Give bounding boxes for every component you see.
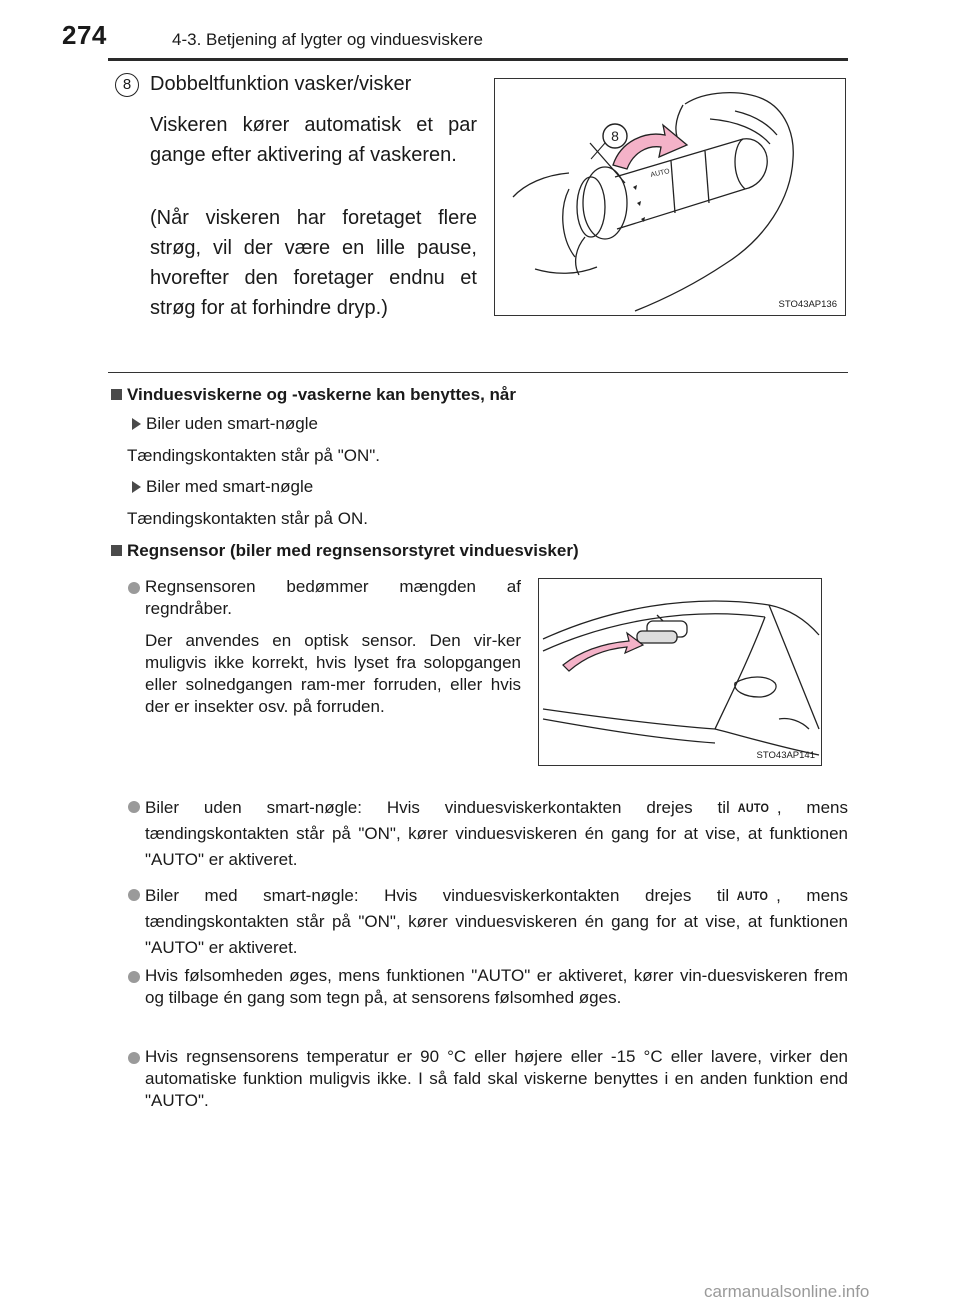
temperature-paragraph: Hvis regnsensorens temperatur er 90 °C eller højere eller -15 °C eller lavere, virker den automatiske funktion muligvis ikke. I så fald skal viskerne benyttes i en anden funktion end "AUTO". — [145, 1047, 848, 1110]
figure-code: STO43AP141 — [756, 750, 815, 761]
rain-sensor-description: Regnsensoren bedømmer mængden af regndråber. — [145, 577, 521, 618]
triangle-bullet-icon — [132, 481, 141, 493]
watermark: carmanualsonline.info — [704, 1282, 870, 1301]
wiper-lever-figure — [494, 78, 846, 316]
operate-item-text: Tændingskontakten står på "ON". — [127, 446, 381, 465]
header-rule — [108, 58, 848, 61]
round-bullet-icon — [128, 889, 140, 901]
operate-item-label: Biler uden smart-nøgle — [146, 414, 318, 433]
section-title: 4-3. Betjening af lygter og vinduesviskere — [172, 30, 483, 49]
paragraph-text: Biler med smart-nøgle: Hvis vinduesviskerkontakten drejes til — [145, 886, 730, 905]
windshield-sensor-figure — [538, 578, 822, 766]
step-title: Dobbeltfunktion vasker/visker — [150, 73, 412, 95]
windshield-illustration — [539, 579, 823, 767]
callout-number: 8 — [611, 128, 619, 144]
rain-sensor-note: Der anvendes en optisk sensor. Den vir-ker muligvis ikke korrekt, hvis lyset fra solopgangen eller solnedgangen ram-mer forruden, eller hvis der er insekter osv. på forruden. — [145, 631, 521, 716]
square-bullet-icon — [111, 389, 122, 400]
section-divider — [108, 372, 848, 373]
rain-sensor-heading: Regnsensor (biler med regnsensorstyret vinduesvisker) — [127, 541, 579, 560]
paragraph-text: , mens tændingskontakten står på "ON", kører vinduesviskeren én gang for at vise, at funktionen "AUTO" er aktiveret. — [145, 798, 848, 869]
figure-code: STO43AP136 — [778, 299, 837, 310]
operate-item-text: Tændingskontakten står på ON. — [127, 509, 368, 528]
step-description: Viskeren kører automatisk et par gange efter aktivering af vaskeren. — [150, 114, 477, 166]
auto-symbol: AUTO — [737, 801, 770, 815]
operate-heading: Vinduesviskerne og -vaskerne kan benyttes, når — [127, 385, 516, 404]
wiper-lever-illustration — [495, 79, 847, 317]
triangle-bullet-icon — [132, 418, 141, 430]
round-bullet-icon — [128, 801, 140, 813]
operate-item-label: Biler med smart-nøgle — [146, 477, 314, 496]
round-bullet-icon — [128, 971, 140, 983]
lever-auto-label: AUTO — [649, 168, 671, 179]
smart-key-paragraph — [145, 883, 848, 961]
auto-symbol: AUTO — [736, 889, 769, 903]
step-number-badge: 8 — [115, 73, 139, 97]
step-note: (Når viskeren har foretaget flere strøg, vil der være en lille pause, hvorefter den foretager endnu et strøg for at forhindre dryp.) — [150, 207, 477, 319]
page-number: 274 — [62, 20, 107, 50]
round-bullet-icon — [128, 1052, 140, 1064]
round-bullet-icon — [128, 582, 140, 594]
paragraph-text: , mens tændingskontakten står på "ON", kører vinduesviskeren én gang for at vise, at funktionen "AUTO" er aktiveret. — [145, 886, 848, 957]
paragraph-text: Biler uden smart-nøgle: Hvis vinduesviskerkontakten drejes til — [145, 798, 730, 817]
smart-key-none-paragraph — [145, 795, 848, 873]
square-bullet-icon — [111, 545, 122, 556]
sensitivity-paragraph: Hvis følsomheden øges, mens funktionen "AUTO" er aktiveret, kører vin-duesviskeren frem og tilbage én gang som tegn på, at sensorens følsomhed øges. — [145, 966, 848, 1007]
